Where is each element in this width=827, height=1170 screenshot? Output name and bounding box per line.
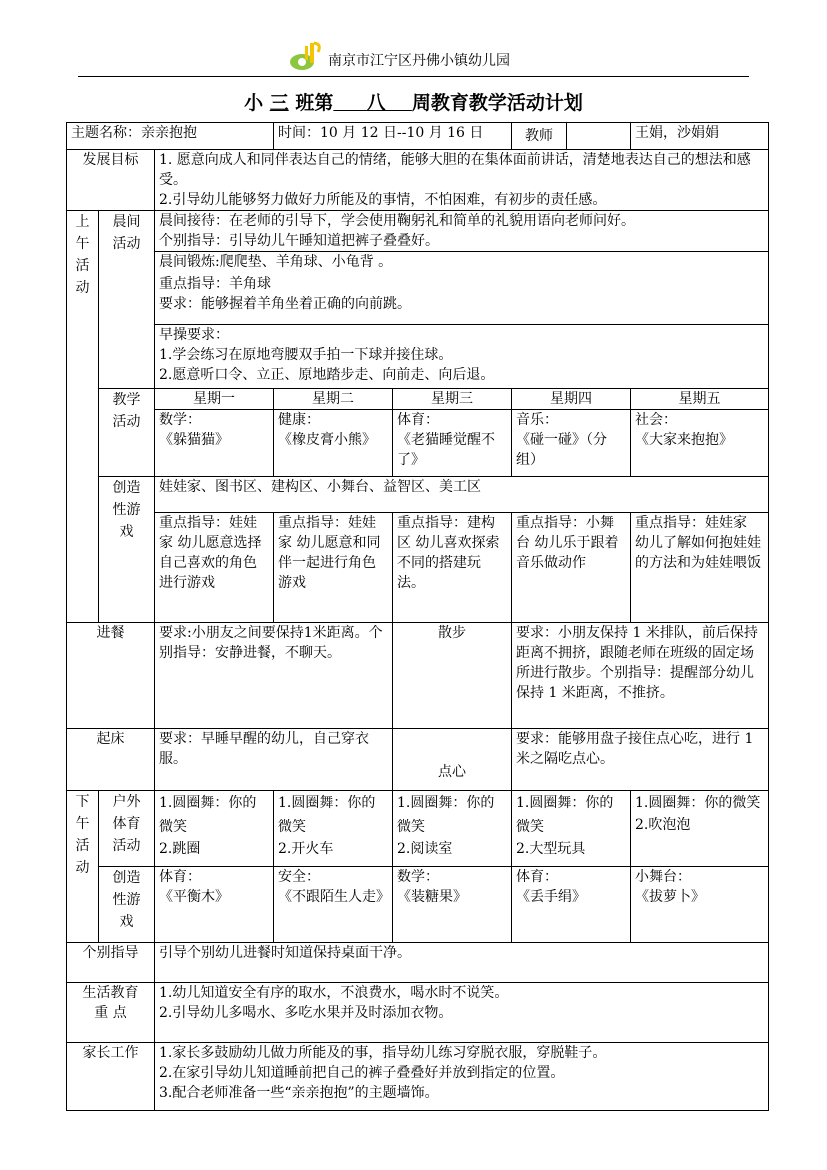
plan-table — [66, 122, 769, 1111]
afternoon-creative-day-3: 数学： 《装糖果》 — [393, 867, 512, 943]
life-label: 生活教育 重 点 — [67, 983, 155, 1043]
school-logo-icon — [288, 40, 324, 72]
theme-cell: 主题名称：亲亲抱抱 — [67, 123, 274, 150]
teachers-cell: 王娟，沙娟娟 — [631, 123, 769, 150]
creative-day-1: 重点指导：娃娃家 幼儿愿意选择自己喜欢的角色进行游戏 — [155, 513, 274, 623]
page-header — [78, 36, 749, 77]
creative-day-4: 重点指导：小舞台 幼儿乐于跟着音乐做动作 — [512, 513, 631, 623]
school-name: 南京市江宁区丹佛小镇幼儿园 — [328, 53, 510, 69]
morning-section-label: 上午活动 — [67, 211, 99, 623]
teaching-day-5: 星期五 社会： 《大家来抱抱》 — [631, 389, 769, 477]
parents-text: 1.家长多鼓励幼儿做力所能及的事，指导幼儿练习穿脱衣服，穿脱鞋子。 2.在家引导幼儿知道睡前把自己的裤子叠叠好并放到指定的位置。 3.配合老师准备一些“亲亲抱抱”的主题墙饰。 — [155, 1043, 769, 1111]
parents-label: 家长工作 — [67, 1043, 155, 1111]
meal-text: 要求:小朋友之间要保持1米距离。个别指导：安静进餐，不聊天。 — [155, 623, 393, 729]
teacher-label: 教师 — [512, 123, 567, 149]
goal-item: 2.引导幼儿能够努力做好力所能及的事情，不怕困难，有初步的责任感。 — [159, 192, 607, 208]
walk-label: 散步 — [393, 623, 512, 729]
outdoor-day-3: 1.圆圈舞：你的微笑 2.阅读室 — [393, 791, 512, 867]
walk-text: 要求：小朋友保持 1 米排队，前后保持距离不拥挤，跟随老师在班级的固定场所进行散步。个别指导：提醒部分幼儿保持 1 米距离，不推挤。 — [512, 623, 769, 729]
teaching-day-2: 星期二 健康： 《橡皮膏小熊》 — [274, 389, 393, 477]
creative-day-3: 重点指导：建构区 幼儿喜欢探索不同的搭建玩法。 — [393, 513, 512, 623]
teaching-day-1: 星期一 数学： 《躲猫猫》 — [155, 389, 274, 477]
afternoon-creative-day-5: 小舞台： 《拔萝卜》 — [631, 867, 769, 943]
wakeup-label: 起床 — [67, 729, 155, 791]
outdoor-day-1: 1.圆圈舞：你的微笑 2.跳圈 — [155, 791, 274, 867]
goals-label: 发展目标 — [67, 150, 155, 211]
snack-label: 点心 — [393, 729, 512, 791]
afternoon-creative-label: 创造性游戏 — [99, 867, 155, 943]
wakeup-text: 要求：早睡早醒的幼儿，自己穿衣服。 — [155, 729, 393, 791]
afternoon-section-label: 下午活动 — [67, 791, 99, 943]
outdoor-label: 户外体育活动 — [99, 791, 155, 867]
life-text: 1.幼儿知道安全有序的取水，不浪费水，喝水时不说笑。 2.引导幼儿多喝水、多吃水果并及时添加衣物。 — [155, 983, 769, 1043]
meal-label: 进餐 — [67, 623, 155, 729]
morning-label: 晨间活动 — [99, 211, 155, 389]
page-title: 小 三 班第 八 周教育教学活动计划 — [244, 92, 583, 114]
teaching-label: 教学活动 — [99, 389, 155, 477]
goal-item: 1. 愿意向成人和同伴表达自己的情绪，能够大胆的在集体面前讲话，清楚地表达自己的想法和感受。 — [159, 152, 751, 188]
morning-cell: 晨间接待：在老师的引导下，学会使用鞠躬礼和简单的礼貌用语向老师问好。 个别指导：引导幼儿午睡知道把裤子叠叠好。 晨间锻炼:爬爬垫、羊角球、小龟背 。 重点指导：羊角球 要求：能够握着羊角坐着正确的向前跳。 早操要求： 1.学会练习在原地弯腰双手拍一下球并接住球。 2.愿意听口令、立正、原地踏步走、向前走、向后退。 — [155, 211, 769, 389]
outdoor-day-4: 1.圆圈舞：你的微笑 2.大型玩具 — [512, 791, 631, 867]
creative-day-5: 重点指导：娃娃家 幼儿了解如何抱娃娃的方法和为娃娃喂饭 — [631, 513, 769, 623]
teaching-day-3: 星期三 体育： 《老猫睡觉醒不了》 — [393, 389, 512, 477]
afternoon-creative-day-4: 体育： 《丢手绢》 — [512, 867, 631, 943]
guidance-text: 引导个别幼儿进餐时知道保持桌面干净。 — [155, 943, 769, 983]
time-cell: 时间：10 月 12 日--10 月 16 日 — [274, 123, 512, 150]
teaching-day-4: 星期四 音乐： 《碰一碰》（分组） — [512, 389, 631, 477]
afternoon-creative-day-1: 体育： 《平衡木》 — [155, 867, 274, 943]
creative-areas: 娃娃家、图书区、建构区、小舞台、益智区、美工区 — [155, 477, 769, 513]
outdoor-day-5: 1.圆圈舞：你的微笑 2.吹泡泡 — [631, 791, 769, 867]
goals-cell — [155, 150, 769, 211]
afternoon-creative-day-2: 安全： 《不跟陌生人走》 — [274, 867, 393, 943]
creative-label: 创造性游戏 — [99, 477, 155, 623]
snack-text: 要求：能够用盘子接住点心吃，进行 1 米之隔吃点心。 — [512, 729, 769, 791]
guidance-label: 个别指导 — [67, 943, 155, 983]
outdoor-day-2: 1.圆圈舞：你的微笑 2.开火车 — [274, 791, 393, 867]
creative-day-2: 重点指导：娃娃家 幼儿愿意和同伴一起进行角色游戏 — [274, 513, 393, 623]
